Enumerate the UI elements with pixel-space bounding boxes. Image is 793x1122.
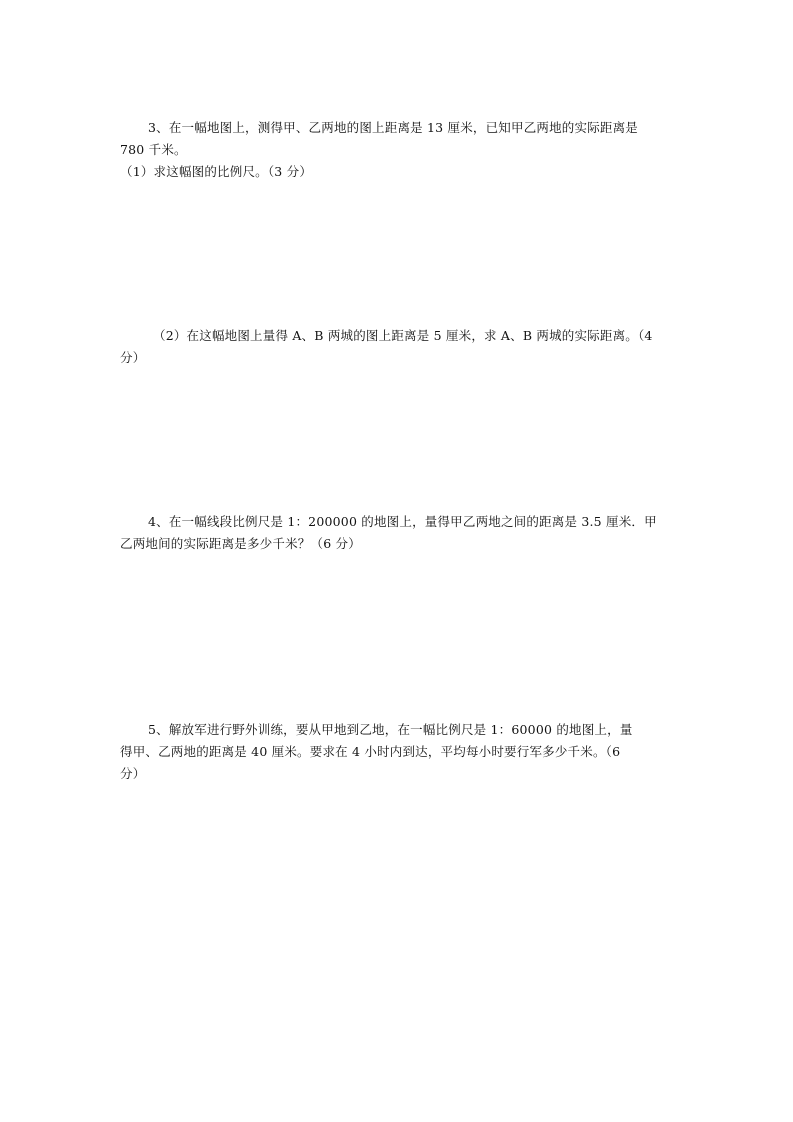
question-4-line-2: 乙两地间的实际距离是多少千米？（6 分）	[120, 536, 361, 551]
question-4	[120, 511, 676, 555]
question-3-line-2: 780 千米。	[120, 142, 187, 157]
question-4-line-1: 4、在一幅线段比例尺是 1：200000 的地图上，量得甲乙两地之间的距离是 3.5 厘米．甲	[148, 514, 657, 529]
question-3-part-2-line-1: （2）在这幅地图上量得 A、B 两城的图上距离是 5 厘米，求 A、B 两城的实际距离。（4	[153, 328, 653, 343]
question-3-line-1: 3、在一幅地图上，测得甲、乙两地的图上距离是 13 厘米，已知甲乙两地的实际距离是	[148, 120, 639, 135]
question-5-line-1: 5、解放军进行野外训练，要从甲地到乙地，在一幅比例尺是 1：60000 的地图上，量	[148, 722, 633, 737]
question-5	[120, 719, 676, 785]
question-5-line-2: 得甲、乙两地的距离是 40 厘米。要求在 4 小时内到达，平均每小时要行军多少千米。（6	[120, 744, 621, 759]
question-3-part-2-line-2: 分）	[120, 350, 146, 365]
question-5-line-3: 分）	[120, 766, 146, 781]
question-3-part-2	[120, 325, 676, 369]
question-3-part-1: （1）求这幅图的比例尺。（3 分）	[120, 164, 313, 179]
question-3	[120, 117, 676, 183]
